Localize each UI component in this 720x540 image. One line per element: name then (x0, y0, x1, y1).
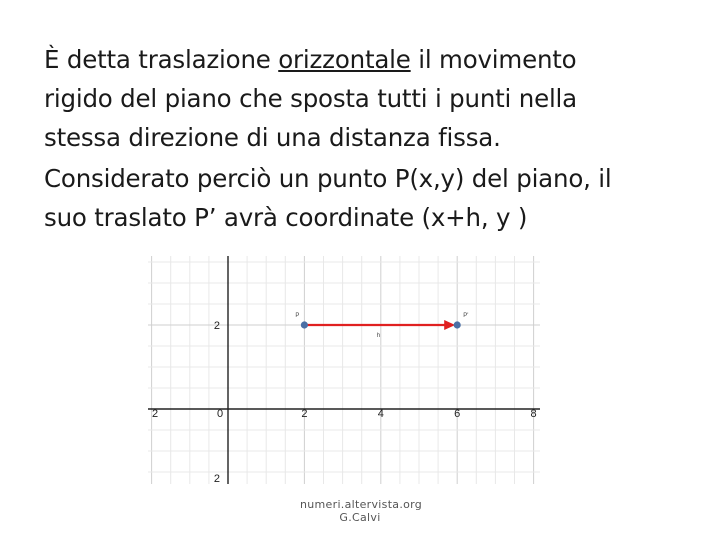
x-tick-label: 4 (377, 408, 384, 420)
paragraph1-line1 (44, 40, 684, 79)
points (295, 313, 468, 329)
x-tick-label: 2 (301, 408, 308, 420)
paragraph1-line3: stessa direzione di una distanza fissa. (44, 123, 501, 152)
underlined-word: orizzontale (278, 45, 411, 74)
point-label: P' (463, 313, 469, 319)
paragraph2-line2: suo traslato P’ avrà coordinate (x+h, y ) (44, 203, 528, 232)
graph-svg (148, 256, 540, 484)
vector-label: h (376, 333, 381, 339)
footer-site: numeri.altervista.org (300, 498, 423, 511)
grid-lines (148, 256, 540, 484)
paragraph1-line1-end: il movimento (410, 45, 577, 74)
point-label: P (295, 313, 300, 319)
x-tick-label: 8 (530, 408, 537, 420)
y-tick-label: 2 (213, 320, 220, 332)
translation-vector (304, 320, 455, 339)
paragraph1-line2: rigido del piano che sposta tutti i punti nella (44, 84, 577, 113)
translation-graph (148, 256, 540, 484)
point-marker (301, 321, 308, 328)
x-tick-label: 2 (152, 408, 159, 420)
slide-text (44, 40, 684, 237)
x-tick-label: 6 (454, 408, 461, 420)
footer-credit (300, 498, 423, 524)
x-tick-label: 0 (216, 408, 224, 420)
y-tick-label: 2 (213, 473, 220, 484)
footer-author: G.Calvi (339, 511, 381, 524)
axes (148, 256, 540, 484)
vector-arrowhead (444, 320, 455, 330)
paragraph1-start: È detta traslazione (44, 45, 279, 74)
tick-labels (152, 320, 537, 484)
paragraph2-line1: Considerato perciò un punto P(x,y) del piano, il (44, 164, 612, 193)
point-marker (454, 321, 461, 328)
